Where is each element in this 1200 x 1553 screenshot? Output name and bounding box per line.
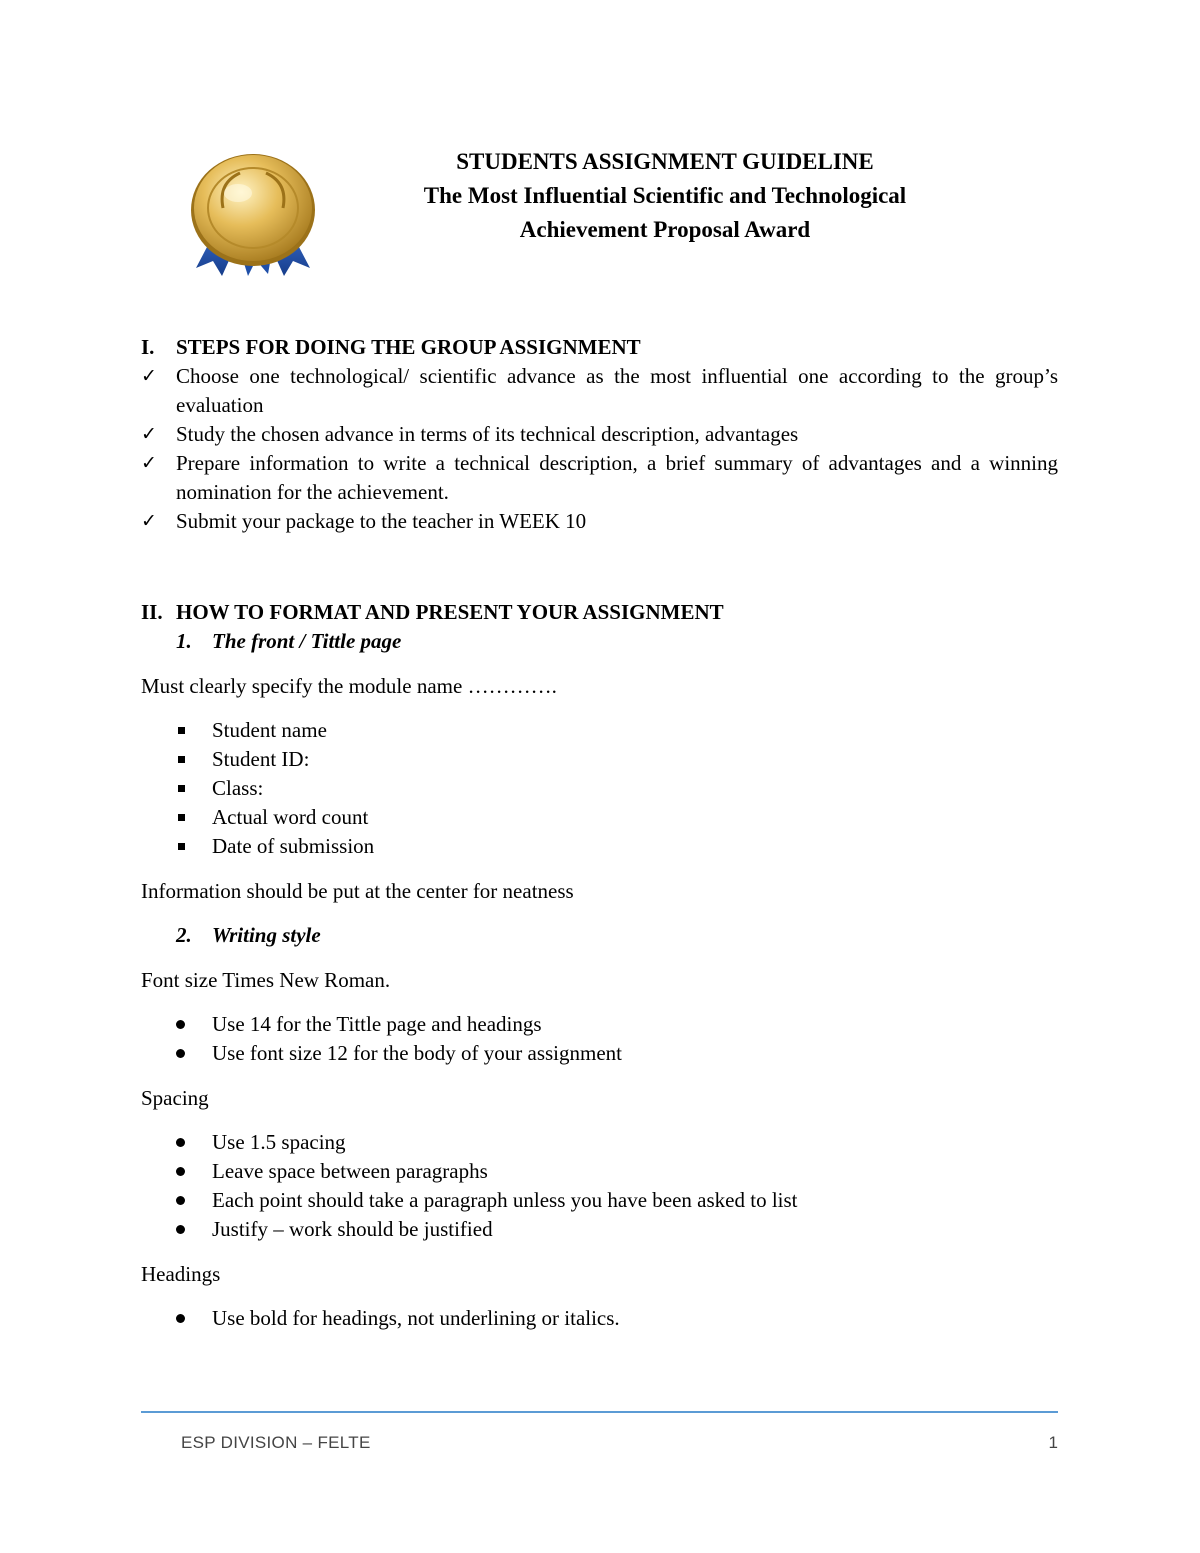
- list-item: Leave space between paragraphs: [141, 1157, 1058, 1186]
- font-paragraph: Font size Times New Roman.: [141, 968, 391, 992]
- subsection-1-heading: [141, 627, 1058, 656]
- square-bullet-icon: [178, 843, 185, 850]
- step-text: Choose one technological/ scientific advance as the most influential one according to the group’s evaluation: [176, 364, 1058, 417]
- round-bullet-icon: [176, 1138, 185, 1147]
- checkmark-icon: ✓: [141, 423, 157, 445]
- list-item: Use font size 12 for the body of your assignment: [141, 1039, 1058, 1068]
- step-text: Prepare information to write a technical description, a brief summary of advantages and a winning nomination for the achievement.: [176, 451, 1058, 504]
- round-bullet-icon: [176, 1167, 185, 1176]
- list-item: [141, 507, 1058, 536]
- footer-rule: [141, 1411, 1058, 1413]
- square-bullet-icon: [178, 756, 185, 763]
- list-item: Student ID:: [141, 745, 1058, 774]
- section-2-number: II.: [141, 600, 163, 624]
- round-bullet-icon: [176, 1225, 185, 1234]
- subsection-2-number: 2.: [176, 923, 192, 947]
- list-item: Use 1.5 spacing: [141, 1128, 1058, 1157]
- checkmark-icon: ✓: [141, 452, 157, 474]
- round-bullet-icon: [176, 1314, 185, 1323]
- section-1-heading: [141, 333, 1058, 362]
- font-items-list: [141, 1010, 1058, 1068]
- section-2-heading: [141, 598, 1058, 627]
- steps-list: [141, 362, 1058, 536]
- round-bullet-icon: [176, 1196, 185, 1205]
- section-2-title: HOW TO FORMAT AND PRESENT YOUR ASSIGNMENT: [176, 600, 724, 624]
- title-line-2: The Most Influential Scientific and Technological: [423, 183, 907, 208]
- list-item: [141, 449, 1058, 507]
- list-item: Student name: [141, 716, 1058, 745]
- round-bullet-icon: [176, 1049, 185, 1058]
- step-text: Submit your package to the teacher in WEEK 10: [176, 509, 587, 533]
- list-item: Use 14 for the Tittle page and headings: [141, 1010, 1058, 1039]
- footer-division: ESP DIVISION – FELTE: [181, 1433, 371, 1452]
- spacing-items-list: [141, 1128, 1058, 1244]
- step-text: Study the chosen advance in terms of its technical description, advantages: [176, 422, 799, 446]
- title-line-1: STUDENTS ASSIGNMENT GUIDELINE: [456, 149, 874, 174]
- list-item: Actual word count: [141, 803, 1058, 832]
- list-item: [141, 420, 1058, 449]
- neatness-note: Information should be put at the center for neatness: [141, 879, 574, 903]
- title-line-3: Achievement Proposal Award: [519, 217, 811, 242]
- gold-medal-ribbon-icon: [178, 148, 328, 283]
- list-item: Class:: [141, 774, 1058, 803]
- square-bullet-icon: [178, 727, 185, 734]
- list-item: Use bold for headings, not underlining or italics.: [141, 1304, 1058, 1333]
- spacing-label: Spacing: [141, 1086, 209, 1110]
- checkmark-icon: ✓: [141, 510, 157, 532]
- document-body: [141, 333, 1058, 1333]
- subsection-1-number: 1.: [176, 629, 192, 653]
- list-item: Justify – work should be justified: [141, 1215, 1058, 1244]
- list-item: Each point should take a paragraph unless you have been asked to list: [141, 1186, 1058, 1215]
- document-title-block: [340, 145, 990, 247]
- subsection-2-title: Writing style: [212, 923, 321, 947]
- checkmark-icon: ✓: [141, 365, 157, 387]
- page-number: 1: [1048, 1433, 1058, 1452]
- square-bullet-icon: [178, 814, 185, 821]
- list-item: Date of submission: [141, 832, 1058, 861]
- section-1-title: STEPS FOR DOING THE GROUP ASSIGNMENT: [176, 335, 641, 359]
- headings-label: Headings: [141, 1262, 221, 1286]
- square-bullet-icon: [178, 785, 185, 792]
- list-item: [141, 362, 1058, 420]
- module-name-paragraph: Must clearly specify the module name ………….: [141, 674, 557, 698]
- title-page-items-list: [141, 716, 1058, 861]
- subsection-1-title: The front / Tittle page: [212, 629, 402, 653]
- section-1-number: I.: [141, 335, 155, 359]
- headings-items-list: [141, 1304, 1058, 1333]
- round-bullet-icon: [176, 1020, 185, 1029]
- subsection-2-heading: [141, 921, 1058, 950]
